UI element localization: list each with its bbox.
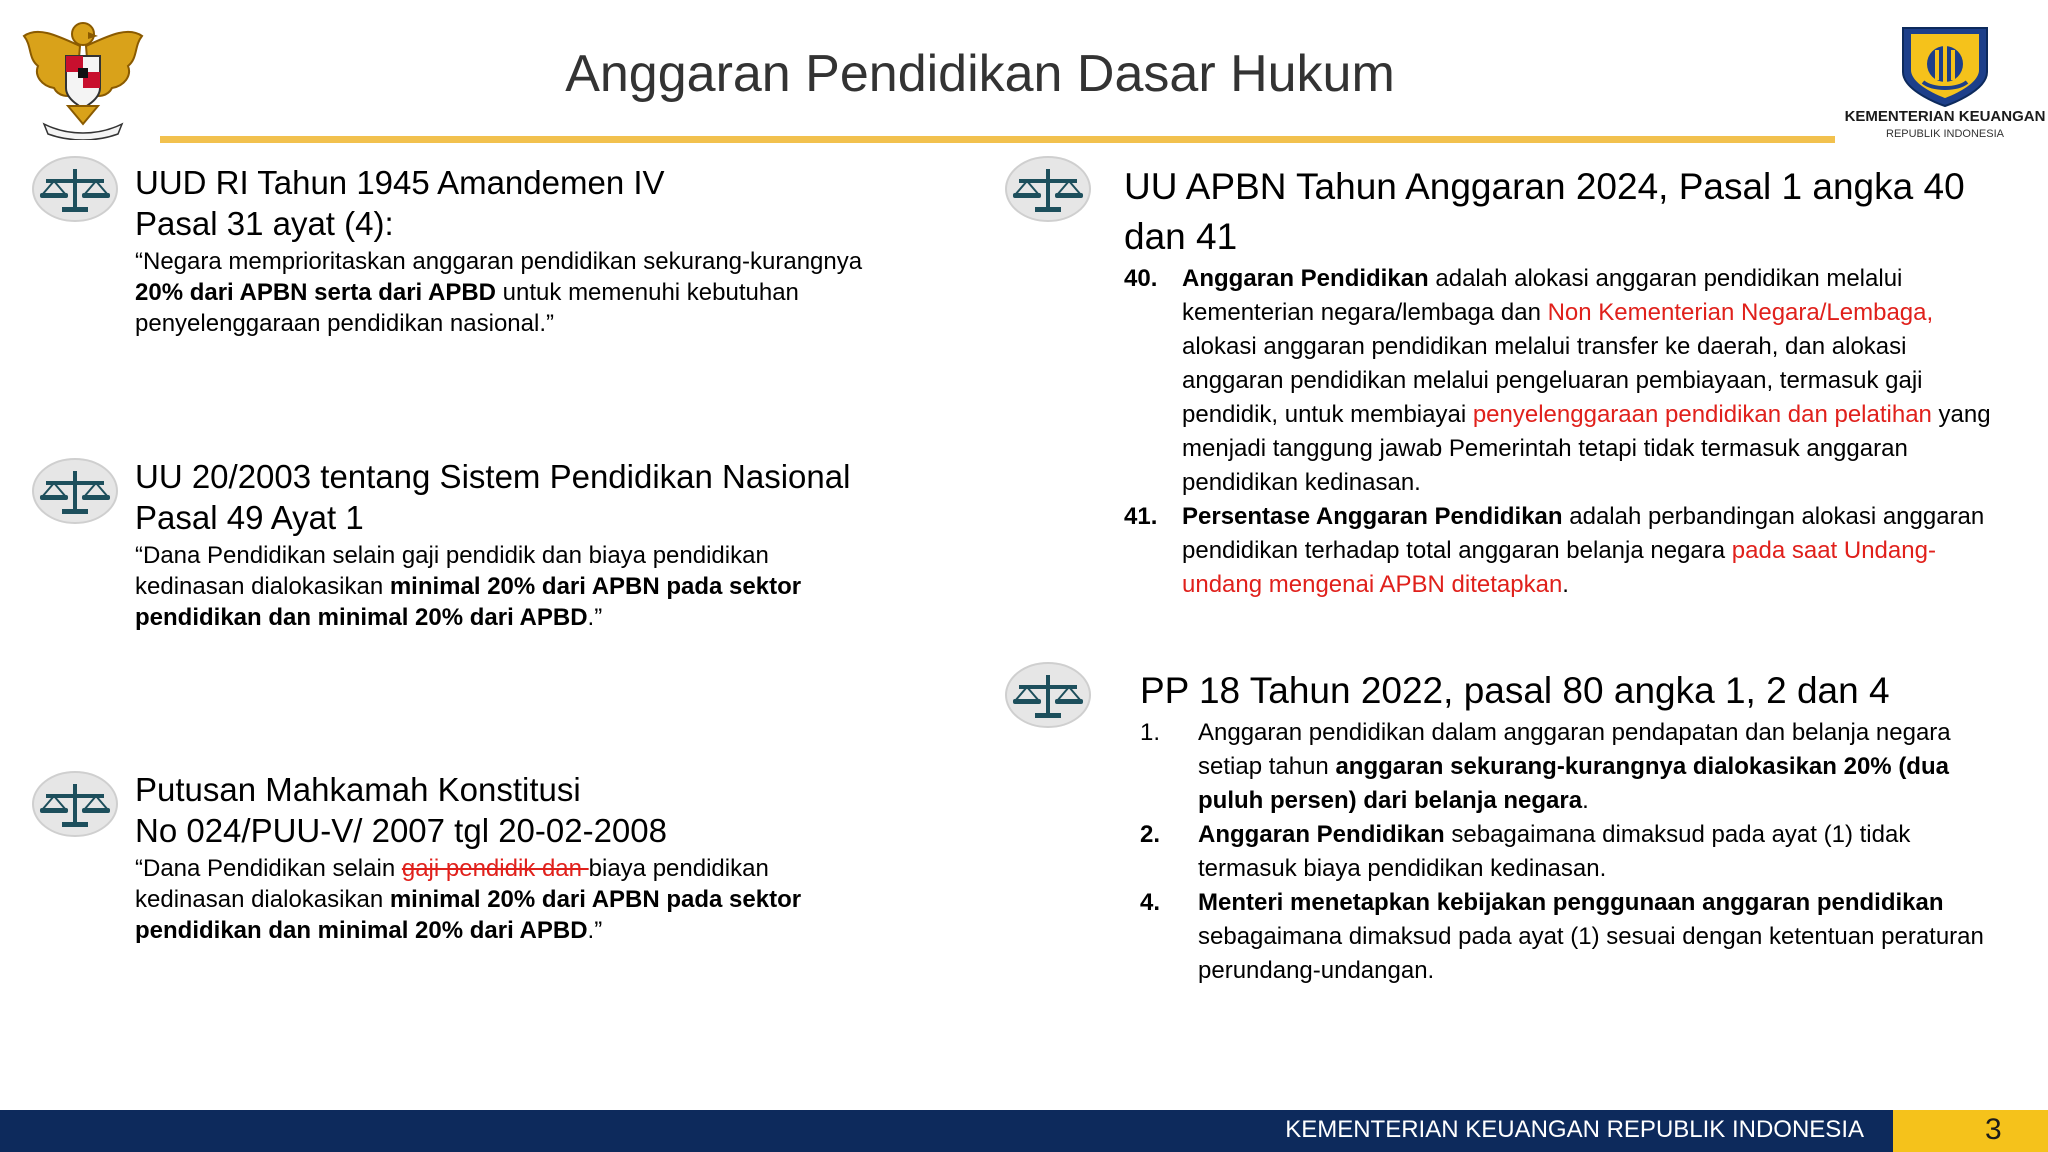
section-text: “Dana Pendidikan selain gaji pendidik dan biaya pendidikan kedinasan dialokasikan minimal 20% dari APBN pada sektor pendidikan dan minimal 20% dari APBD.” (135, 855, 802, 944)
section-heading: PP 18 Tahun 2022, pasal 80 angka 1, 2 dan 4 (1140, 670, 1890, 711)
scale-of-justice-icon (1005, 661, 1091, 729)
list-item: 2. Anggaran Pendidikan sebagaimana dimaksud pada ayat (1) tidak termasuk biaya pendidikan kedinasan. (1140, 821, 1911, 882)
section-text: “Dana Pendidikan selain gaji pendidik dan biaya pendidikan kedinasan dialokasikan minimal 20% dari APBN pada sektor pendidikan dan minimal 20% dari APBD.” (135, 542, 802, 631)
section-heading: UU APBN Tahun Anggaran 2024, Pasal 1 angka 40 (1124, 166, 1965, 207)
page-title: Anggaran Pendidikan Dasar Hukum (565, 45, 1395, 103)
article-list (1124, 262, 2014, 602)
section-uu-apbn-2024 (1124, 162, 2014, 602)
section-pp-18-2022 (1140, 666, 2014, 988)
page-number: 3 (1985, 1113, 2002, 1146)
section-heading: Putusan Mahkamah Konstitusi (135, 771, 581, 808)
scale-of-justice-icon (32, 770, 118, 838)
list-item: 40. Anggaran Pendidikan adalah alokasi anggaran pendidikan melalui kementerian negara/lembaga dan Non Kementerian Negara/Lembaga, alokasi anggaran pendidikan melalui transfer ke daerah, dan alokasi anggaran pendidikan melalui pengeluaran pembiayaan, termasuk gaji pendidik, untuk membiayai penyelenggaraan pendidikan dan pelatihan yang menjadi tanggung jawab Pemerintah tetapi tidak termasuk anggaran pendidikan kedinasan. (1124, 265, 1991, 496)
article-list (1140, 716, 2014, 988)
section-heading: UUD RI Tahun 1945 Amandemen IV (135, 164, 665, 201)
section-subheading: Pasal 49 Ayat 1 (135, 499, 364, 536)
list-item: 4. Menteri menetapkan kebijakan penggunaan anggaran pendidikan sebagaimana dimaksud pada ayat (1) sesuai dengan ketentuan peraturan perundang-undangan. (1140, 889, 1984, 984)
list-item: 1. Anggaran pendidikan dalam anggaran pendapatan dan belanja negara setiap tahun anggaran sekurang-kurangnya dialokasikan 20% (dua puluh persen) dari belanja negara. (1140, 719, 1951, 814)
scale-of-justice-icon (32, 457, 118, 525)
section-uud-1945 (135, 162, 955, 339)
section-subheading: No 024/PUU-V/ 2007 tgl 20-02-2008 (135, 812, 667, 849)
title-divider (160, 136, 1835, 143)
kemenkeu-logo-icon (1893, 24, 1997, 108)
list-item: 41. Persentase Anggaran Pendidikan adalah perbandingan alokasi anggaran pendidikan terhadap total anggaran belanja negara pada saat Undang-undang mengenai APBN ditetapkan. (1124, 503, 1985, 598)
section-text: “Negara memprioritaskan anggaran pendidikan sekurang-kurangnya 20% dari APBN serta dari APBD untuk memenuhi kebutuhan penyelenggaraan pendidikan nasional.” (135, 248, 863, 337)
section-uu-20-2003 (135, 456, 955, 633)
scale-of-justice-icon (1005, 155, 1091, 223)
footer-org-name: KEMENTERIAN KEUANGAN REPUBLIK INDONESIA (1285, 1116, 1864, 1143)
ministry-name: KEMENTERIAN KEUANGAN (1844, 108, 2046, 125)
section-subheading: Pasal 31 ayat (4): (135, 205, 394, 242)
scale-of-justice-icon (32, 155, 118, 223)
section-putusan-mk (135, 769, 955, 946)
section-subheading: dan 41 (1124, 216, 1238, 257)
footer-page-box (1893, 1110, 2048, 1152)
ministry-subtitle: REPUBLIK INDONESIA (1886, 128, 2004, 140)
struck-text: gaji pendidik dan (401, 855, 589, 882)
section-heading: UU 20/2003 tentang Sistem Pendidikan Nasional (135, 458, 851, 495)
